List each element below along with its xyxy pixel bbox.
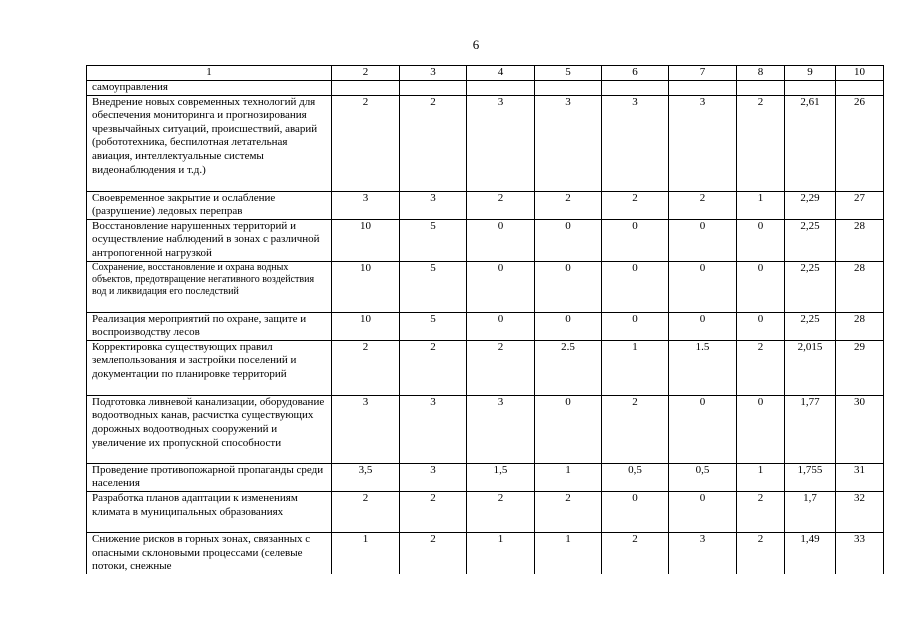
value-cell: 2 xyxy=(737,532,785,573)
table-row xyxy=(87,81,884,96)
header-cell: 8 xyxy=(737,66,785,81)
value-cell: 0 xyxy=(737,312,785,340)
value-cell: 3,5 xyxy=(332,463,400,491)
value-cell: 0 xyxy=(467,219,535,261)
measures-table xyxy=(86,65,884,574)
value-cell: 3 xyxy=(467,395,535,463)
value-cell: 31 xyxy=(836,463,884,491)
value-cell: 2 xyxy=(467,191,535,219)
value-cell: 1 xyxy=(332,532,400,573)
value-cell: 2 xyxy=(467,340,535,395)
value-cell: 10 xyxy=(332,312,400,340)
value-cell: 1,755 xyxy=(785,463,836,491)
value-cell: 30 xyxy=(836,395,884,463)
value-cell: 0 xyxy=(737,395,785,463)
value-cell: 0,5 xyxy=(669,463,737,491)
value-cell: 2 xyxy=(535,191,602,219)
value-cell: 5 xyxy=(400,261,467,312)
header-cell: 3 xyxy=(400,66,467,81)
value-cell: 2 xyxy=(669,191,737,219)
value-cell: 1 xyxy=(602,340,669,395)
value-cell: 3 xyxy=(669,532,737,573)
value-cell: 3 xyxy=(400,463,467,491)
value-cell: 0 xyxy=(669,261,737,312)
value-cell: 3 xyxy=(332,395,400,463)
value-cell: 2 xyxy=(737,491,785,532)
measure-description: Сохранение, восстановление и охрана водных объектов, предотвращение негативного воздействия вод и ликвидация его последствий xyxy=(87,261,332,312)
measure-description: Подготовка ливневой канализации, оборудование водоотводных канав, расчистка существующих дорожных водоотводных сооружений и увеличение их пропускной способности xyxy=(87,395,332,463)
value-cell: 2 xyxy=(400,532,467,573)
value-cell: 0 xyxy=(669,219,737,261)
value-cell: 10 xyxy=(332,261,400,312)
value-cell: 0 xyxy=(602,312,669,340)
value-cell xyxy=(332,81,400,96)
value-cell: 2 xyxy=(602,395,669,463)
value-cell: 2 xyxy=(332,491,400,532)
table-row xyxy=(87,340,884,395)
value-cell: 2 xyxy=(737,95,785,191)
value-cell: 0 xyxy=(602,491,669,532)
measure-description: самоуправления xyxy=(87,81,332,96)
value-cell: 0 xyxy=(535,312,602,340)
value-cell: 2,25 xyxy=(785,219,836,261)
value-cell: 3 xyxy=(602,95,669,191)
measure-description: Своевременное закрытие и ослабление (разрушение) ледовых переправ xyxy=(87,191,332,219)
page-number: 6 xyxy=(472,37,480,52)
value-cell xyxy=(737,81,785,96)
value-cell: 0 xyxy=(737,261,785,312)
value-cell: 32 xyxy=(836,491,884,532)
value-cell: 27 xyxy=(836,191,884,219)
value-cell: 3 xyxy=(535,95,602,191)
value-cell: 0 xyxy=(602,261,669,312)
header-cell: 1 xyxy=(87,66,332,81)
value-cell: 0 xyxy=(669,312,737,340)
value-cell: 1,7 xyxy=(785,491,836,532)
header-row xyxy=(87,66,884,81)
value-cell: 1 xyxy=(737,463,785,491)
value-cell: 3 xyxy=(400,191,467,219)
header-cell: 9 xyxy=(785,66,836,81)
value-cell: 1 xyxy=(467,532,535,573)
value-cell xyxy=(669,81,737,96)
measure-description: Разработка планов адаптации к изменениям климата в муниципальных образованиях xyxy=(87,491,332,532)
value-cell: 33 xyxy=(836,532,884,573)
value-cell: 0 xyxy=(535,261,602,312)
value-cell: 3 xyxy=(332,191,400,219)
table-row xyxy=(87,191,884,219)
value-cell: 28 xyxy=(836,219,884,261)
value-cell: 2 xyxy=(332,95,400,191)
value-cell: 1,77 xyxy=(785,395,836,463)
value-cell: 28 xyxy=(836,261,884,312)
table-row xyxy=(87,532,884,573)
table-row xyxy=(87,261,884,312)
value-cell: 0 xyxy=(467,312,535,340)
header-cell: 5 xyxy=(535,66,602,81)
value-cell: 26 xyxy=(836,95,884,191)
value-cell: 2 xyxy=(737,340,785,395)
value-cell: 0 xyxy=(669,395,737,463)
value-cell: 1 xyxy=(737,191,785,219)
value-cell: 2 xyxy=(602,191,669,219)
value-cell: 10 xyxy=(332,219,400,261)
value-cell: 2 xyxy=(400,340,467,395)
value-cell: 2 xyxy=(400,95,467,191)
measure-description: Снижение рисков в горных зонах, связанных с опасными склоновыми процессами (селевые потоки, снежные xyxy=(87,532,332,573)
table-row xyxy=(87,395,884,463)
value-cell: 2 xyxy=(400,491,467,532)
value-cell: 1,49 xyxy=(785,532,836,573)
value-cell xyxy=(602,81,669,96)
table-row xyxy=(87,312,884,340)
table-row xyxy=(87,95,884,191)
value-cell: 0 xyxy=(535,219,602,261)
header-cell: 2 xyxy=(332,66,400,81)
value-cell: 2 xyxy=(332,340,400,395)
value-cell: 2,29 xyxy=(785,191,836,219)
table-row xyxy=(87,219,884,261)
value-cell: 0 xyxy=(669,491,737,532)
value-cell: 0 xyxy=(737,219,785,261)
value-cell: 2 xyxy=(535,491,602,532)
measure-description: Проведение противопожарной пропаганды среди населения xyxy=(87,463,332,491)
value-cell: 5 xyxy=(400,219,467,261)
value-cell xyxy=(467,81,535,96)
value-cell: 28 xyxy=(836,312,884,340)
value-cell xyxy=(400,81,467,96)
value-cell: 2,25 xyxy=(785,312,836,340)
value-cell: 1.5 xyxy=(669,340,737,395)
value-cell: 3 xyxy=(467,95,535,191)
value-cell xyxy=(535,81,602,96)
value-cell: 29 xyxy=(836,340,884,395)
value-cell: 5 xyxy=(400,312,467,340)
value-cell: 2,61 xyxy=(785,95,836,191)
measure-description: Внедрение новых современных технологий для обеспечения мониторинга и прогнозирования чрезвычайных ситуаций, происшествий, аварий (робототехника, беспилотная летательная авиация, интеллектуальные системы видеонаблюдения и т.д.) xyxy=(87,95,332,191)
measure-description: Корректировка существующих правил землепользования и застройки поселений и документации по планировке территорий xyxy=(87,340,332,395)
value-cell: 2,25 xyxy=(785,261,836,312)
table-row xyxy=(87,491,884,532)
value-cell: 3 xyxy=(669,95,737,191)
header-cell: 4 xyxy=(467,66,535,81)
value-cell: 0 xyxy=(602,219,669,261)
value-cell: 0,5 xyxy=(602,463,669,491)
value-cell: 3 xyxy=(400,395,467,463)
value-cell: 2,015 xyxy=(785,340,836,395)
value-cell: 1 xyxy=(535,532,602,573)
value-cell: 0 xyxy=(467,261,535,312)
value-cell xyxy=(785,81,836,96)
measure-description: Реализация мероприятий по охране, защите и воспроизводству лесов xyxy=(87,312,332,340)
value-cell: 2 xyxy=(467,491,535,532)
value-cell: 2 xyxy=(602,532,669,573)
value-cell: 1,5 xyxy=(467,463,535,491)
table-row xyxy=(87,463,884,491)
value-cell xyxy=(836,81,884,96)
value-cell: 2.5 xyxy=(535,340,602,395)
value-cell: 1 xyxy=(535,463,602,491)
value-cell: 0 xyxy=(535,395,602,463)
header-cell: 10 xyxy=(836,66,884,81)
measure-description: Восстановление нарушенных территорий и осуществление наблюдений в зонах с различной антропогенной нагрузкой xyxy=(87,219,332,261)
header-cell: 7 xyxy=(669,66,737,81)
header-cell: 6 xyxy=(602,66,669,81)
